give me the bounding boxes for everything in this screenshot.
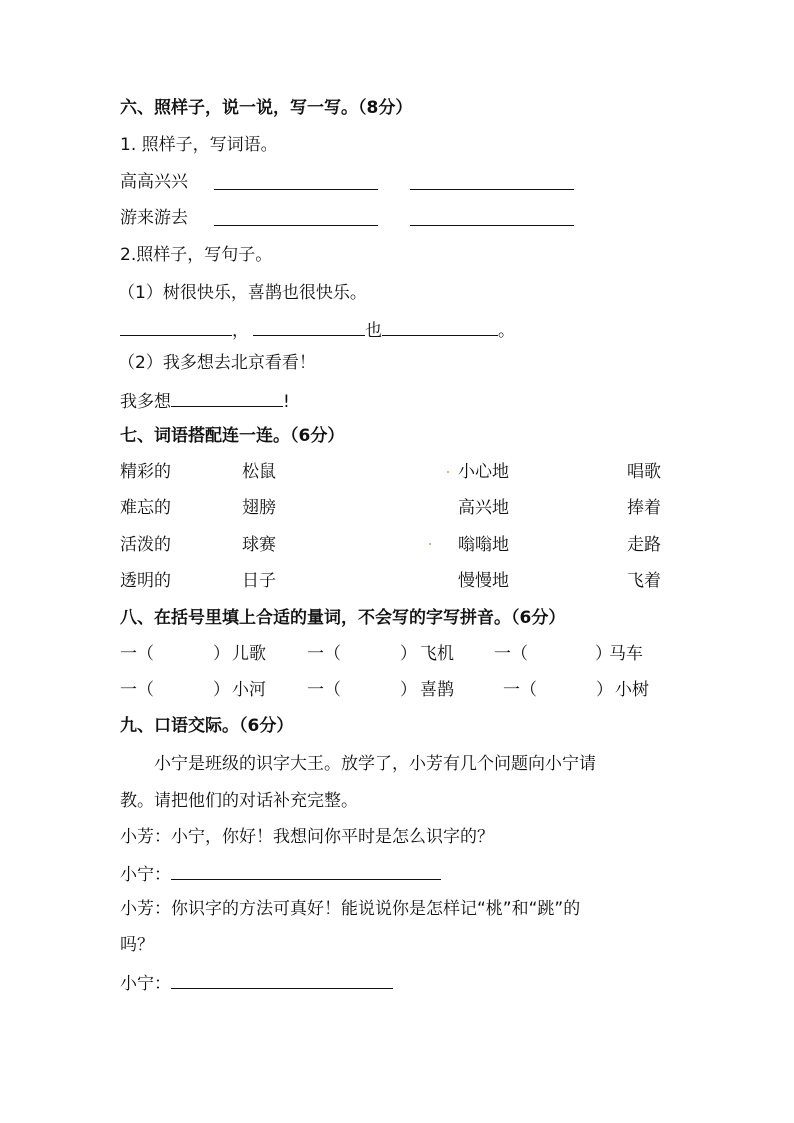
period: 。: [498, 321, 515, 341]
match-verb-4[interactable]: 飞着: [627, 571, 661, 591]
section-7-title: 七、词语搭配连一连。（6分）: [120, 426, 345, 446]
match-adverb-4[interactable]: 慢慢地: [458, 571, 509, 591]
answer-blank[interactable]: [253, 318, 365, 336]
match-adverb-2[interactable]: 高兴地: [458, 498, 509, 518]
dialogue-intro-line2: 教。请把他们的对话补充完整。: [120, 791, 358, 811]
answer-blank[interactable]: [120, 318, 232, 336]
sentence-fill-2: [120, 389, 290, 413]
answer-blank[interactable]: [410, 208, 574, 226]
word-youlaiyouqu: 游来游去: [120, 208, 188, 228]
match-verb-3[interactable]: 走路: [627, 535, 661, 555]
measure-close: ）: [400, 644, 417, 664]
speaker-xiaoning: 小宁：: [120, 865, 171, 885]
dialogue-xiaofang-2-cont: 吗？: [120, 935, 154, 955]
dialogue-xiaofang-1: 小芳：小宁，你好！我想问你平时是怎么识字的？: [120, 827, 494, 847]
stray-dot: [429, 543, 431, 545]
dialogue-xiaofang-2: 小芳：你识字的方法可真好！能说说你是怎样记“桃”和“跳”的: [120, 899, 581, 919]
match-verb-1[interactable]: 唱歌: [627, 462, 661, 482]
sentence-example-1: （1）树很快乐，喜鹊也很快乐。: [118, 283, 367, 303]
answer-blank[interactable]: [410, 172, 574, 190]
measure-open: 一（: [494, 644, 528, 664]
match-noun-1[interactable]: 松鼠: [242, 462, 276, 482]
section-6-title: 六、照样子，说一说，写一写。（8分）: [120, 98, 413, 118]
answer-blank[interactable]: [382, 318, 498, 336]
comma: ，: [232, 321, 249, 341]
answer-blank[interactable]: [214, 172, 378, 190]
word-example-1: [120, 171, 188, 193]
match-left-4[interactable]: 透明的: [120, 571, 171, 591]
answer-blank[interactable]: [214, 208, 378, 226]
match-adverb-3[interactable]: 嗡嗡地: [458, 535, 509, 555]
measure-item: 飞机: [420, 644, 454, 664]
measure-open: 一（: [307, 680, 341, 700]
section-9-title: 九、口语交际。（6分）: [120, 716, 294, 736]
match-noun-4[interactable]: 日子: [242, 571, 276, 591]
question-6-1: 1. 照样子，写词语。: [120, 135, 278, 155]
measure-close: ）: [213, 680, 230, 700]
speaker-xiaoning: 小宁：: [120, 974, 171, 994]
measure-close: ）: [400, 680, 417, 700]
exclamation: !: [283, 392, 290, 412]
sentence-example-2: （2）我多想去北京看看！: [118, 353, 316, 373]
dialogue-xiaoning-2: [120, 971, 393, 995]
match-left-1[interactable]: 精彩的: [120, 462, 171, 482]
ye-char: 也: [365, 321, 382, 341]
match-adverb-1[interactable]: 小心地: [458, 462, 509, 482]
match-noun-3[interactable]: 球赛: [242, 535, 276, 555]
word-gaogaoxingxing: 高高兴兴: [120, 172, 188, 192]
match-noun-2[interactable]: 翅膀: [242, 498, 276, 518]
measure-item: 马车: [609, 644, 643, 664]
measure-open: 一（: [120, 644, 154, 664]
match-left-2[interactable]: 难忘的: [120, 498, 171, 518]
measure-open: 一（: [307, 644, 341, 664]
answer-blank[interactable]: [171, 389, 283, 407]
match-left-3[interactable]: 活泼的: [120, 535, 171, 555]
sentence-fill-1: [120, 318, 515, 342]
measure-item: 小树: [615, 680, 649, 700]
woduoxiang: 我多想: [120, 392, 171, 412]
answer-blank[interactable]: [171, 862, 441, 880]
stray-dot: [447, 471, 449, 473]
word-example-2: [120, 207, 188, 229]
section-8-title: 八、在括号里填上合适的量词，不会写的字写拼音。（6分）: [120, 608, 566, 628]
measure-close: ）: [595, 644, 612, 664]
match-verb-2[interactable]: 捧着: [627, 498, 661, 518]
measure-close: ）: [213, 644, 230, 664]
measure-open: 一（: [503, 680, 537, 700]
measure-item: 儿歌: [232, 644, 266, 664]
dialogue-xiaoning-1: [120, 862, 441, 886]
measure-item: 喜鹊: [420, 680, 454, 700]
dialogue-intro-line1: 小宁是班级的识字大王。放学了，小芳有几个问题向小宁请: [154, 754, 596, 774]
measure-open: 一（: [120, 680, 154, 700]
measure-close: ）: [596, 680, 613, 700]
answer-blank[interactable]: [171, 971, 393, 989]
measure-item: 小河: [232, 680, 266, 700]
question-6-2: 2.照样子，写句子。: [120, 245, 273, 265]
